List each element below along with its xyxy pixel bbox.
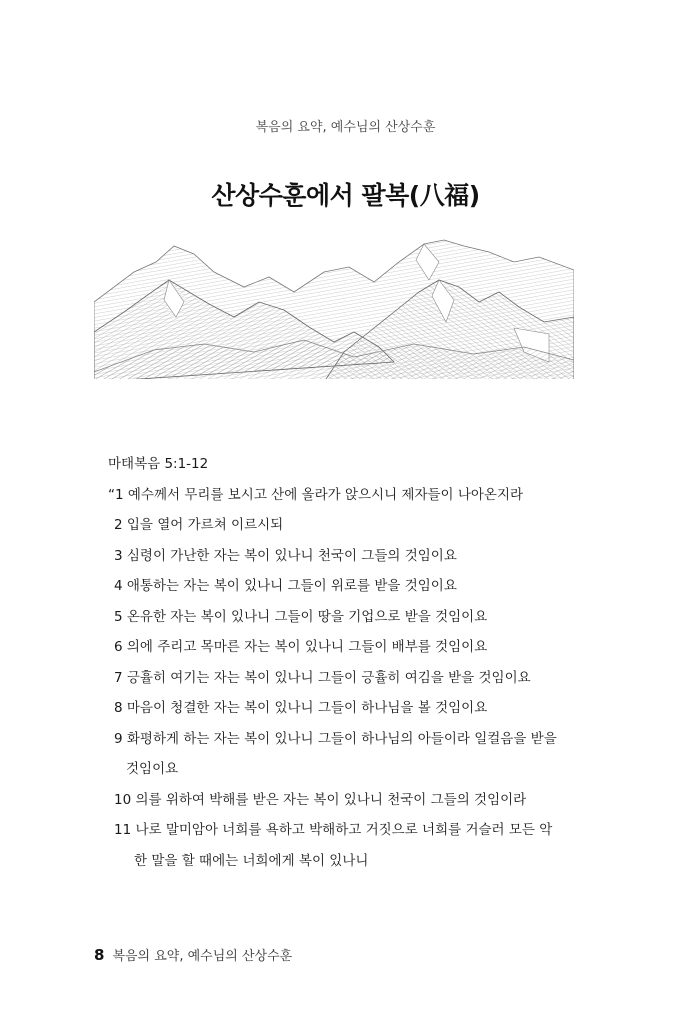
verse-line-8: 8 마음이 청결한 자는 복이 있나니 그들이 하나님을 볼 것임이요 xyxy=(114,700,488,716)
verse-line-10: 10 의를 위하여 박해를 받은 자는 복이 있나니 천국이 그들의 것임이라 xyxy=(114,791,527,808)
footer-running-title: 복음의 요약, 예수님의 산상수훈 xyxy=(112,949,293,964)
verse-line-11-continued: 한 말을 할 때에는 너희에게 복이 있나니 xyxy=(134,852,369,869)
verse-line-4: 4 애통하는 자는 복이 있나니 그들이 위로를 받을 것임이요 xyxy=(114,578,457,594)
page-title: 산상수훈에서 팔복(八福) xyxy=(211,181,480,210)
page-footer xyxy=(94,945,292,964)
mountain-illustration xyxy=(94,232,574,382)
verse-line-1: “1 예수께서 무리를 보시고 산에 올라가 앉으시니 제자들이 나아온지라 xyxy=(108,486,524,503)
running-header: 복음의 요약, 예수님의 산상수훈 xyxy=(255,120,436,135)
verse-line-2: 2 입을 열어 가르쳐 이르시되 xyxy=(114,517,284,533)
verse-line-5: 5 온유한 자는 복이 있나니 그들이 땅을 기업으로 받을 것임이요 xyxy=(114,608,488,625)
verse-line-7: 7 긍휼히 여기는 자는 복이 있나니 그들이 긍휼히 여김을 받을 것임이요 xyxy=(114,669,531,686)
verse-line-9: 9 화평하게 하는 자는 복이 있나니 그들이 하나님의 아들이라 일컬음을 받을 xyxy=(114,730,557,747)
page-number: 8 xyxy=(94,946,105,964)
verse-line-6: 6 의에 주리고 목마른 자는 복이 있나니 그들이 배부를 것임이요 xyxy=(114,639,488,655)
verse-line-9-continued: 것임이요 xyxy=(126,761,179,777)
passage-reference: 마태복음 5:1-12 xyxy=(108,456,209,472)
verse-line-3: 3 심령이 가난한 자는 복이 있나니 천국이 그들의 것임이요 xyxy=(114,547,457,564)
verse-line-11: 11 나로 말미암아 너희를 욕하고 박해하고 거짓으로 너희를 거슬러 모든 악 xyxy=(114,822,553,838)
scripture-passage xyxy=(108,449,588,876)
